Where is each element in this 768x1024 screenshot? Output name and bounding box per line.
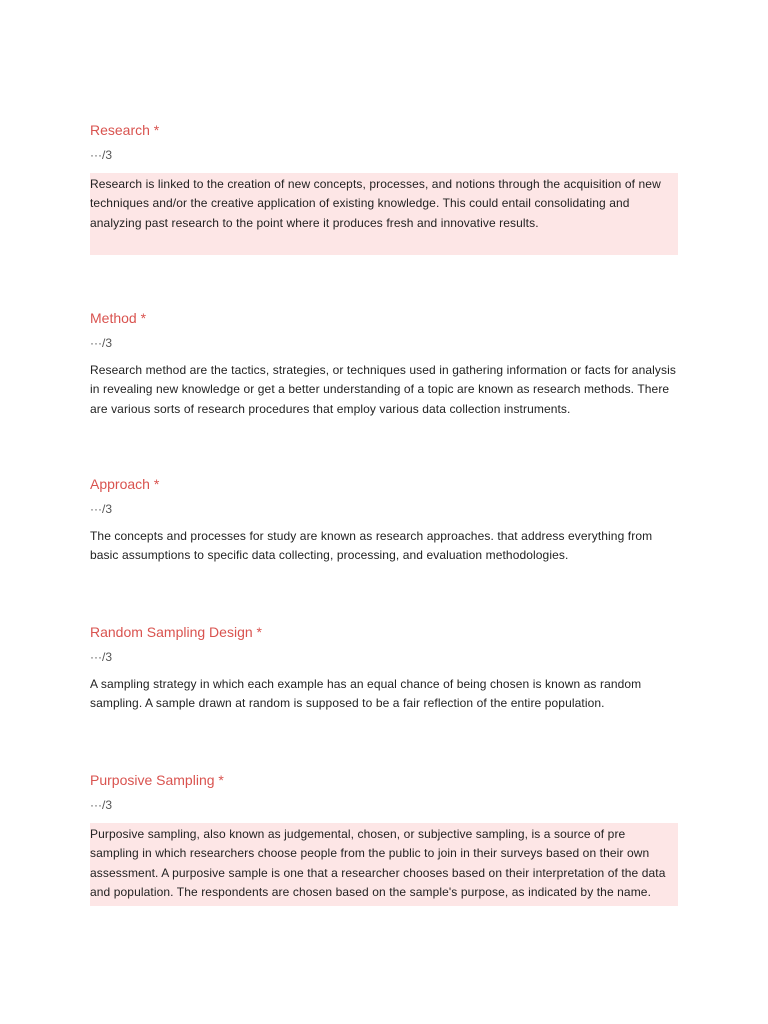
question-research (90, 121, 678, 255)
answer-text: The concepts and processes for study are known as research approaches. that address everything from basic assumptions to specific data collecting, processing, and evaluation methodologies. (90, 529, 653, 563)
answer-text: A sampling strategy in which each example has an equal chance of being chosen is known as random sampling. A sample drawn at random is supposed to be a fair reflection of the entire population. (90, 677, 642, 711)
question-purposive-sampling (90, 771, 678, 906)
question-method (90, 309, 678, 419)
question-title: Random Sampling Design * (90, 624, 262, 640)
score-indicator: ···/3 (90, 798, 112, 812)
question-approach (90, 475, 678, 566)
question-random-sampling-design (90, 623, 678, 714)
answer-text: Research method are the tactics, strategies, or techniques used in gathering information or facts for analysis in revealing new knowledge or get a better understanding of a topic are known as research methods. There are various sorts of research procedures that employ various data collection instruments. (90, 363, 676, 416)
score-indicator: ···/3 (90, 148, 112, 162)
score-indicator: ···/3 (90, 336, 112, 350)
answer-text: Purposive sampling, also known as judgemental, chosen, or subjective sampling, is a source of pre sampling in which researchers choose people from the public to join in their surveys based on their own assessment. A purposive sample is one that a researcher chooses based on their interpretation of the data and population. The respondents are chosen based on the sample's purpose, as indicated by the name. (90, 823, 678, 906)
question-title: Research * (90, 122, 160, 138)
question-title: Purposive Sampling * (90, 772, 224, 788)
question-title: Approach * (90, 476, 160, 492)
score-indicator: ···/3 (90, 650, 112, 664)
question-title: Method * (90, 310, 147, 326)
score-indicator: ···/3 (90, 502, 112, 516)
answer-text: Research is linked to the creation of new concepts, processes, and notions through the acquisition of new techniques and/or the creative application of existing knowledge. This could entail consolidating and analyzing past research to the point where it produces fresh and innovative results. (90, 173, 678, 255)
